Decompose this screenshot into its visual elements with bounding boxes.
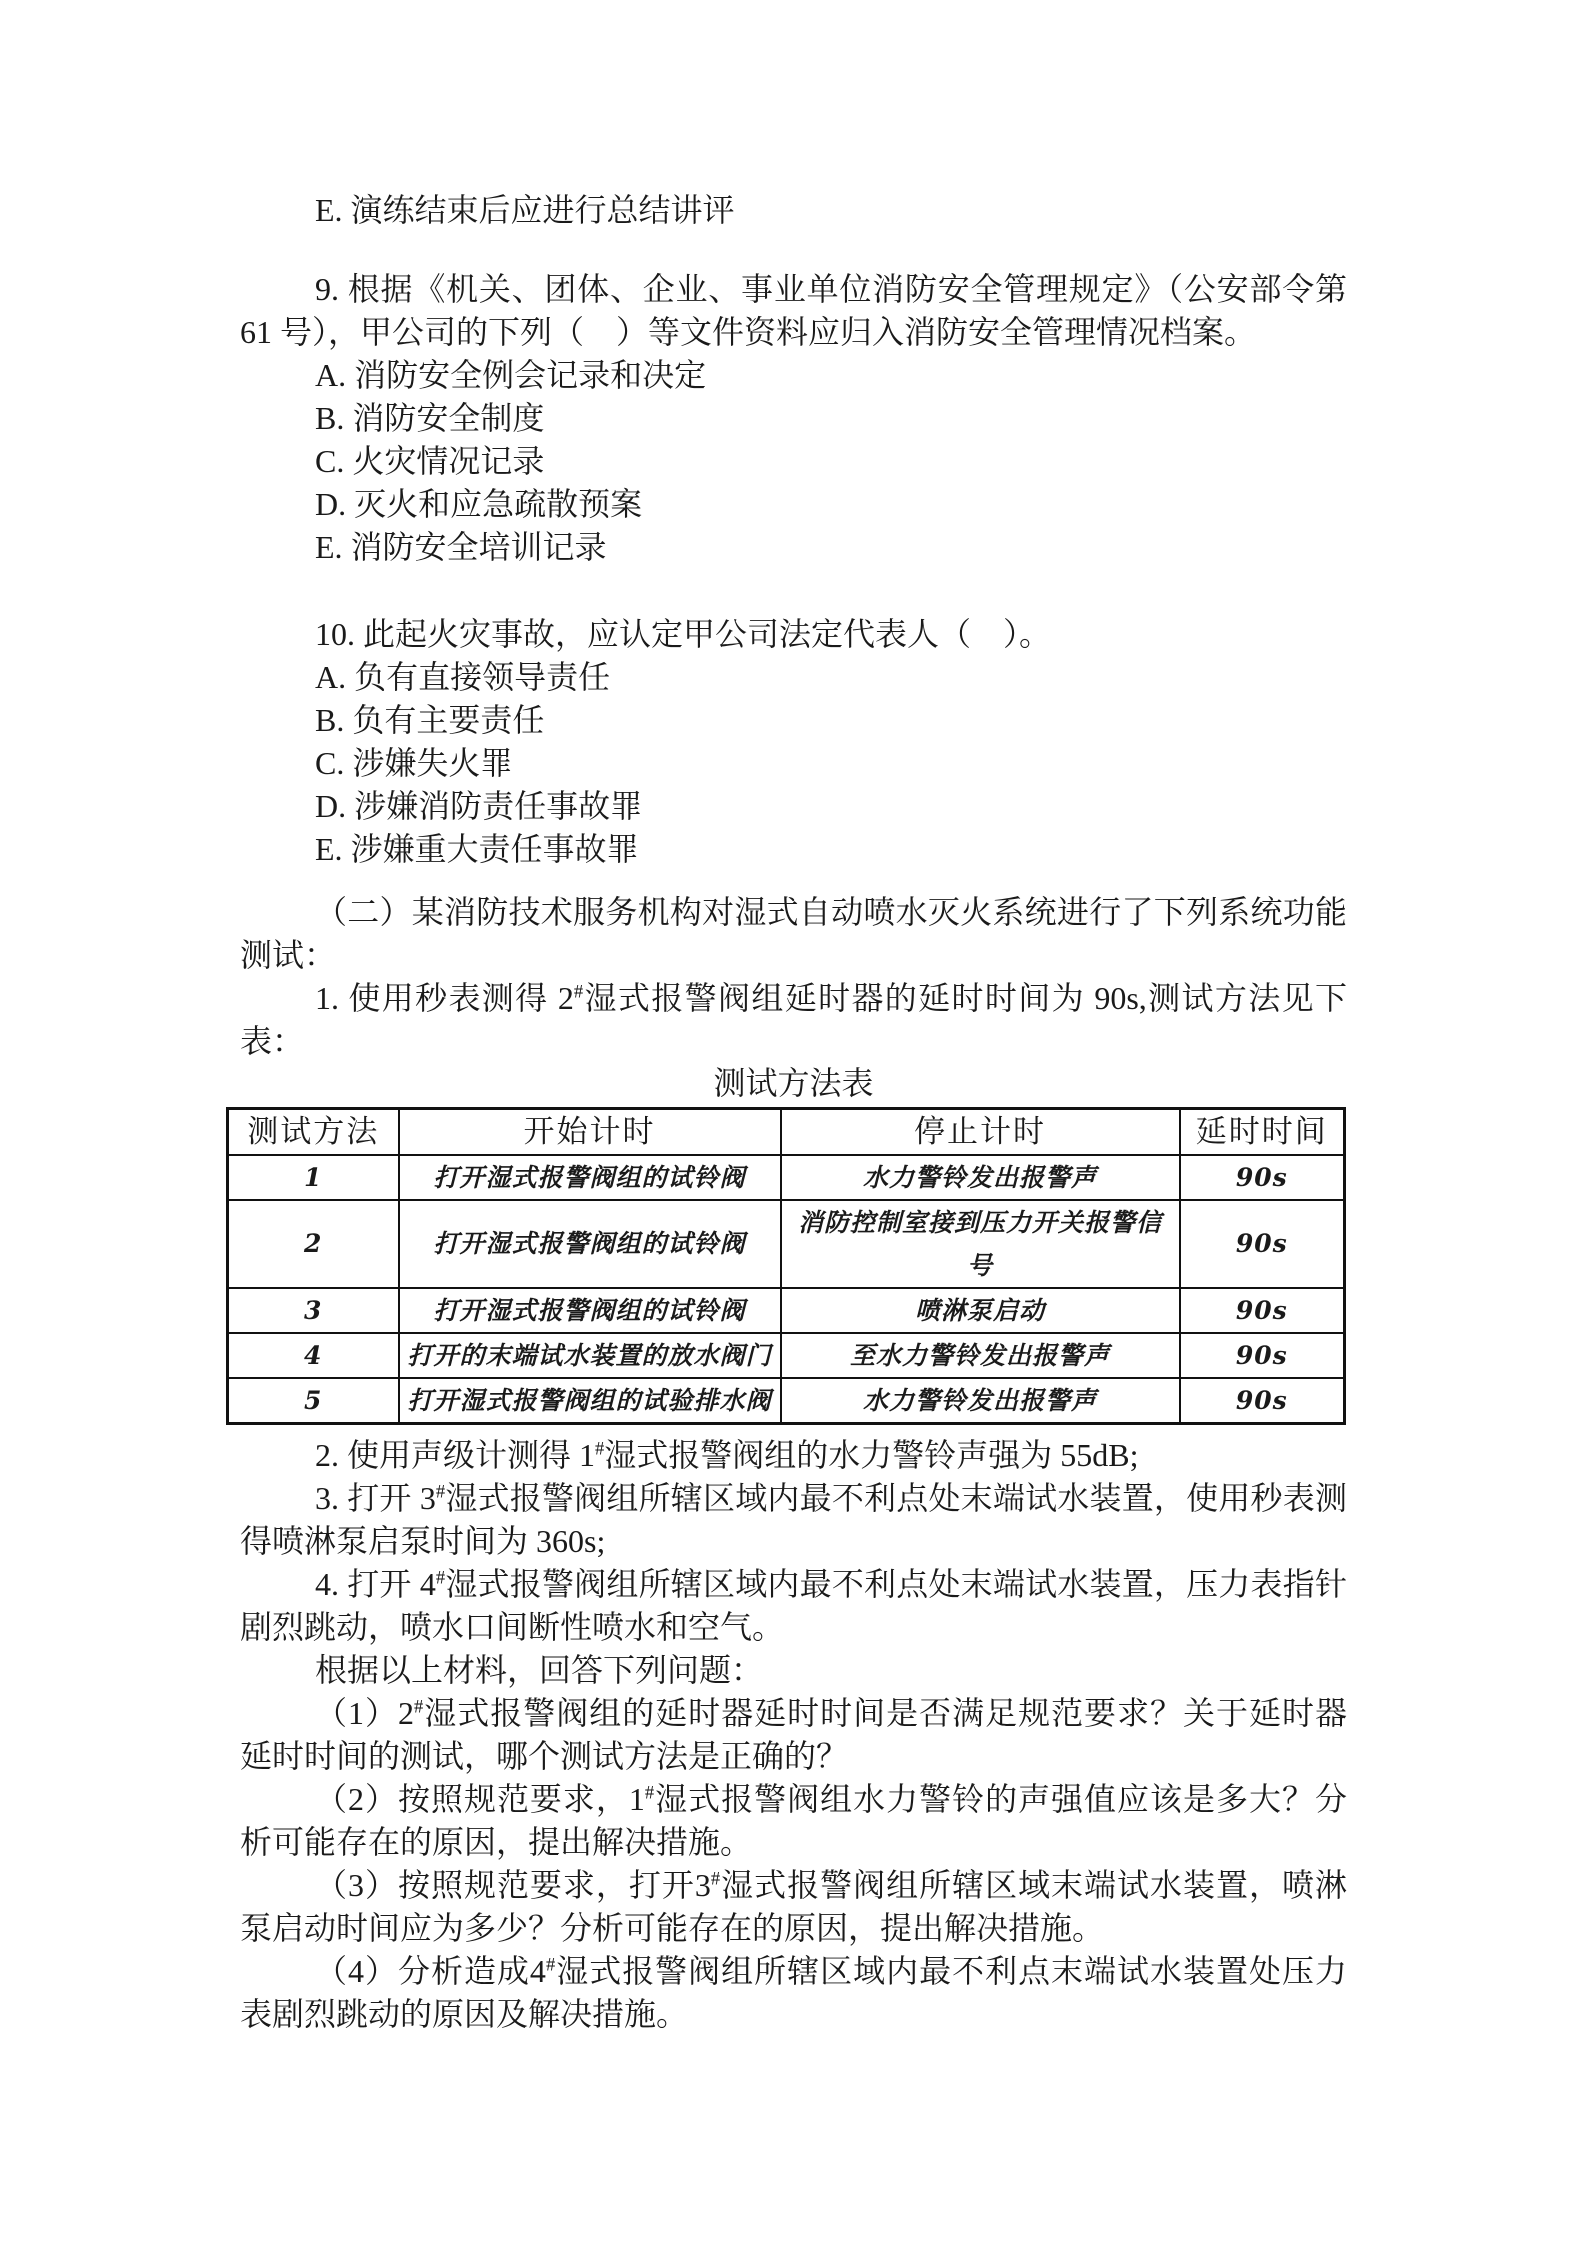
q10-option-e: E. 涉嫌重大责任事故罪 xyxy=(315,831,639,867)
cell-method-no: 5 xyxy=(228,1378,399,1424)
cell-start-timing: 打开湿式报警阀组的试验排水阀 xyxy=(399,1378,781,1424)
cell-stop-timing: 消防控制室接到压力开关报警信号 xyxy=(781,1200,1180,1288)
case2-prompt: 根据以上材料，回答下列问题： xyxy=(315,1651,764,1688)
q9-option-a: A. 消防安全例会记录和决定 xyxy=(315,357,707,393)
cell-method-no: 1 xyxy=(228,1155,399,1200)
table-row-1 xyxy=(228,1155,1345,1200)
q9-stem: 9. 根据《机关、团体、企业、事业单位消防安全管理规定》（公安部令第 61 号），甲公司的下列（ ）等文件资料应归入消防安全管理情况档案。 xyxy=(240,271,1347,350)
q9-option-c: C. 火灾情况记录 xyxy=(315,443,545,479)
case2-question-2: （2）按照规范要求，1#湿式报警阀组水力警铃的声强值应该是多大？分析可能存在的原因，提出解决措施。 xyxy=(240,1780,1347,1860)
q10-option-d: D. 涉嫌消防责任事故罪 xyxy=(315,788,643,824)
q10-option-a: A. 负有直接领导责任 xyxy=(315,659,611,695)
col-header-stop-timing: 停止计时 xyxy=(781,1109,1180,1155)
col-header-start-timing: 开始计时 xyxy=(399,1109,781,1155)
q10-option-c: C. 涉嫌失火罪 xyxy=(315,745,513,781)
q8-option-e: E. 演练结束后应进行总结讲评 xyxy=(315,192,735,228)
case2-item-1: 1. 使用秒表测得 2#湿式报警阀组延时器的延时时间为 90s,测试方法见下表： xyxy=(240,980,1347,1059)
question-9-section xyxy=(240,268,1347,569)
case2-item-2: 2. 使用声级计测得 1#湿式报警阀组的水力警铃声强为 55dB; xyxy=(315,1436,1139,1473)
cell-start-timing: 打开湿式报警阀组的试铃阀 xyxy=(399,1155,781,1200)
case2-intro: （二）某消防技术服务机构对湿式自动喷水灭火系统进行了下列系统功能测试： xyxy=(240,894,1347,973)
case2-item-4: 4. 打开 4#湿式报警阀组所辖区域内最不利点处末端试水装置，压力表指针剧烈跳动，喷水口间断性喷水和空气。 xyxy=(240,1565,1347,1645)
case2-item-3: 3. 打开 3#湿式报警阀组所辖区域内最不利点处末端试水装置，使用秒表测得喷淋泵启泵时间为 360s; xyxy=(240,1479,1347,1559)
cell-start-timing: 打开湿式报警阀组的试铃阀 xyxy=(399,1288,781,1333)
cell-stop-timing: 至水力警铃发出报警声 xyxy=(781,1333,1180,1378)
cell-stop-timing: 水力警铃发出报警声 xyxy=(781,1378,1180,1424)
table-row-4 xyxy=(228,1333,1345,1378)
q9-option-b: B. 消防安全制度 xyxy=(315,400,545,436)
test-method-table-title: 测试方法表 xyxy=(713,1065,874,1101)
cell-method-no: 3 xyxy=(228,1288,399,1333)
col-header-test-method: 测试方法 xyxy=(228,1109,399,1155)
cell-delay-time: 90s xyxy=(1180,1378,1345,1424)
cell-delay-time: 90s xyxy=(1180,1155,1345,1200)
cell-delay-time: 90s xyxy=(1180,1288,1345,1333)
cell-method-no: 2 xyxy=(228,1200,399,1288)
q10-stem: 10. 此起火灾事故，应认定甲公司法定代表人（ ）。 xyxy=(315,616,1052,652)
col-header-delay-time: 延时时间 xyxy=(1180,1109,1345,1155)
case2-question-4: （4）分析造成4#湿式报警阀组所辖区域内最不利点末端试水装置处压力表剧烈跳动的原因及解决措施。 xyxy=(240,1952,1347,2032)
table-row-2 xyxy=(228,1200,1345,1288)
cell-delay-time: 90s xyxy=(1180,1333,1345,1378)
case2-question-3: （3）按照规范要求，打开3#湿式报警阀组所辖区域末端试水装置，喷淋泵启动时间应为多少？分析可能存在的原因，提出解决措施。 xyxy=(240,1866,1347,1946)
cell-stop-timing: 喷淋泵启动 xyxy=(781,1288,1180,1333)
cell-method-no: 4 xyxy=(228,1333,399,1378)
cell-delay-time: 90s xyxy=(1180,1200,1345,1288)
cell-start-timing: 打开湿式报警阀组的试铃阀 xyxy=(399,1200,781,1288)
case2-question-1: （1）2#湿式报警阀组的延时器延时时间是否满足规范要求？关于延时器延时时间的测试，哪个测试方法是正确的？ xyxy=(240,1694,1347,1774)
question-10-section xyxy=(240,613,1347,871)
q10-option-b: B. 负有主要责任 xyxy=(315,702,545,738)
test-method-table xyxy=(226,1107,1346,1425)
cell-start-timing: 打开的末端试水装置的放水阀门 xyxy=(399,1333,781,1378)
table-row-3 xyxy=(228,1288,1345,1333)
case-2-section xyxy=(240,891,1347,2036)
table-row-5 xyxy=(228,1378,1345,1424)
table-header-row xyxy=(228,1109,1345,1155)
q9-option-e: E. 消防安全培训记录 xyxy=(315,529,607,565)
cell-stop-timing: 水力警铃发出报警声 xyxy=(781,1155,1180,1200)
q9-option-d: D. 灭火和应急疏散预案 xyxy=(315,486,643,522)
